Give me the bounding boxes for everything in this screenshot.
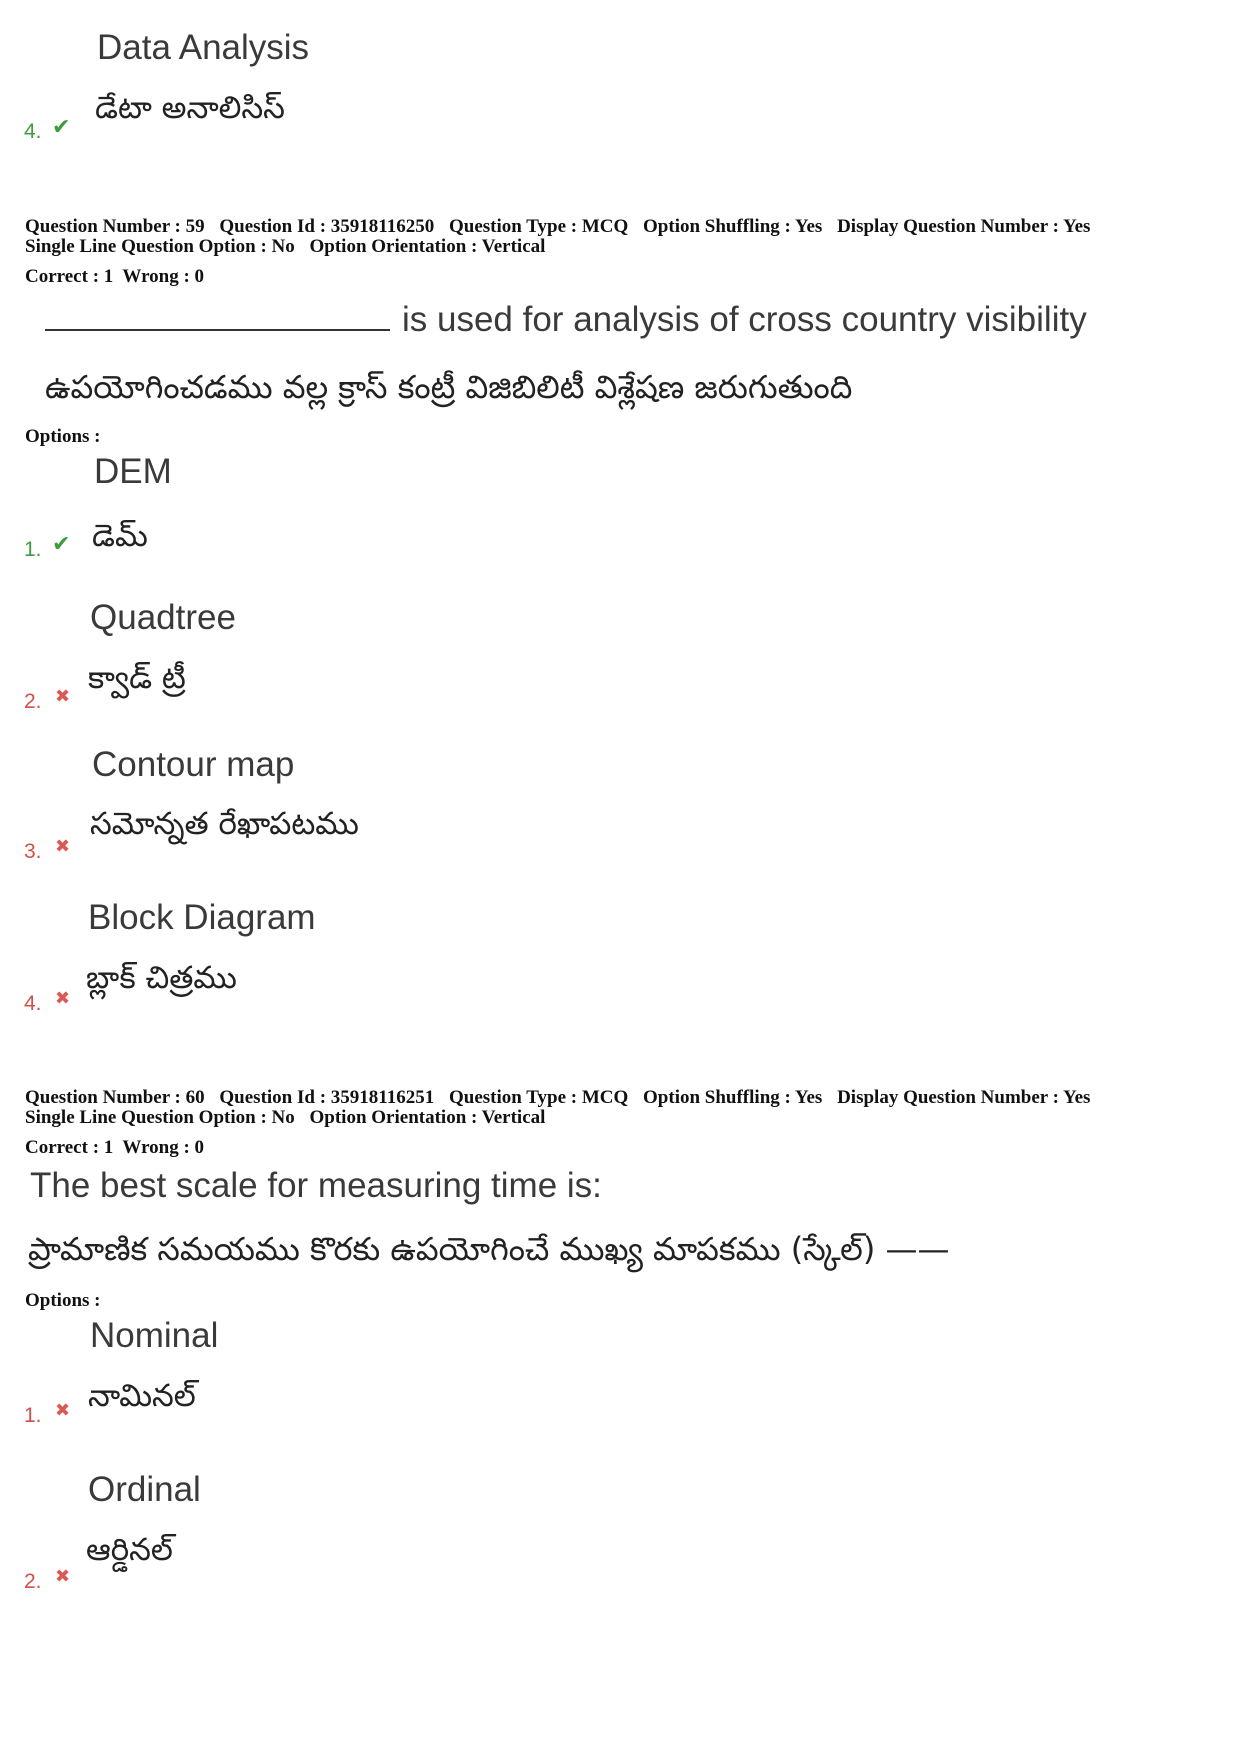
check-icon: ✔ <box>52 114 71 139</box>
cross-icon: ✖ <box>55 1400 71 1420</box>
question-meta-line2 <box>25 236 555 257</box>
display-question-number: Display Question Number : Yes <box>837 1087 1091 1108</box>
question-meta <box>25 1087 1100 1108</box>
question-marks: Correct : 1 Wrong : 0 <box>25 1137 205 1158</box>
option-shuffling: Option Shuffling : Yes <box>643 1087 823 1108</box>
question-type: Question Type : MCQ <box>448 216 629 237</box>
option-telugu: నామినల్ <box>88 1378 196 1414</box>
option-number: 3. <box>24 840 42 863</box>
option-number: 2. <box>24 1570 42 1593</box>
option-english: Block Diagram <box>88 898 316 937</box>
option-english: Ordinal <box>88 1470 201 1509</box>
option-number: 4. <box>24 992 42 1015</box>
question-id: Question Id : 35918116251 <box>219 1087 435 1108</box>
option-number: 2. <box>24 690 42 713</box>
question-type: Question Type : MCQ <box>448 1087 629 1108</box>
cross-icon: ✖ <box>55 686 71 706</box>
option-telugu: ఆర్డినల్ <box>86 1532 173 1568</box>
option-orientation: Option Orientation : Vertical <box>309 1107 546 1128</box>
option-telugu: డెమ్ <box>92 518 148 554</box>
option-english: Contour map <box>92 745 295 784</box>
question-text-telugu: ప్రామాణిక సమయము కొరకు ఉపయోగించే ముఖ్య మాపకము (స్కేల్) —— <box>28 1230 950 1268</box>
option-number: 1. <box>24 538 42 561</box>
question-text-english: The best scale for measuring time is: <box>30 1166 602 1205</box>
question-id: Question Id : 35918116250 <box>219 216 435 237</box>
question-marks: Correct : 1 Wrong : 0 <box>25 266 205 287</box>
answer-blank <box>45 305 390 331</box>
question-text-telugu: ఉపయోగించడము వల్ల క్రాస్ కంట్రీ విజిబిలిటీ విశ్లేషణ జరుగుతుంది <box>45 368 853 406</box>
display-question-number: Display Question Number : Yes <box>837 216 1091 237</box>
options-label: Options : <box>25 426 101 447</box>
cross-icon: ✖ <box>55 988 71 1008</box>
option-orientation: Option Orientation : Vertical <box>309 236 546 257</box>
option-telugu: బ్లాక్ చిత్రము <box>86 960 237 996</box>
question-meta-line2 <box>25 1107 555 1128</box>
single-line-option: Single Line Question Option : No <box>25 236 295 257</box>
check-icon: ✔ <box>52 531 71 556</box>
option-number: 1. <box>24 1404 42 1427</box>
question-meta <box>25 216 1100 237</box>
cross-icon: ✖ <box>55 1566 71 1586</box>
option-telugu: క్వాడ్ ట్రీ <box>88 660 186 696</box>
single-line-option: Single Line Question Option : No <box>25 1107 295 1128</box>
option-english: DEM <box>94 452 172 491</box>
question-number: Question Number : 59 <box>25 216 205 237</box>
option-english: Data Analysis <box>97 28 310 67</box>
option-english: Quadtree <box>90 598 236 637</box>
question-number: Question Number : 60 <box>25 1087 205 1108</box>
option-number: 4. <box>24 120 42 143</box>
question-text: is used for analysis of cross country visibility <box>402 300 1087 339</box>
option-telugu: సమోన్నత రేఖాపటము <box>90 806 359 842</box>
option-telugu: డేటా అనాలిసిస్ <box>95 90 285 126</box>
question-text-english <box>45 300 1087 340</box>
cross-icon: ✖ <box>55 836 71 856</box>
option-shuffling: Option Shuffling : Yes <box>643 216 823 237</box>
options-label: Options : <box>25 1290 101 1311</box>
option-english: Nominal <box>90 1316 219 1355</box>
